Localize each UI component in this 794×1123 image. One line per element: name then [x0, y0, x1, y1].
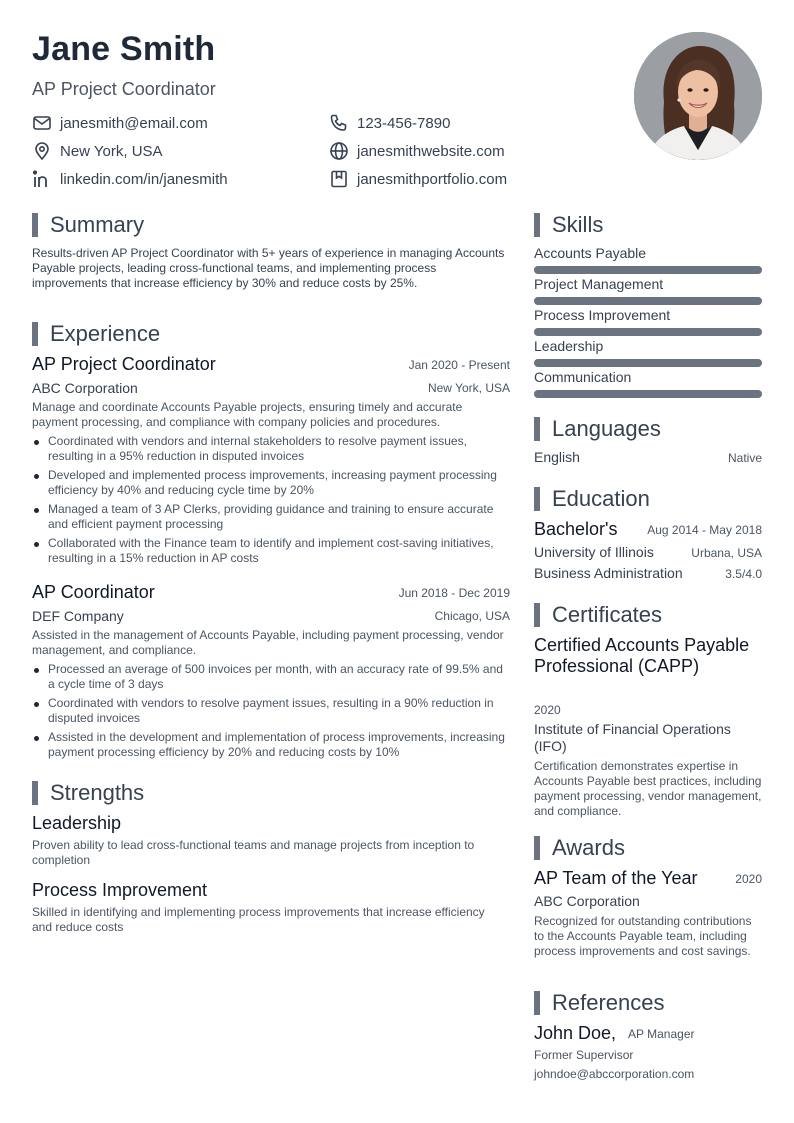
strength-description: Proven ability to lead cross-functional teams and manage projects from inception to completion: [32, 838, 475, 867]
achievement-item: Managed a team of 3 AP Clerks, providing guidance and training to ensure accurate and efficient payment processing: [32, 502, 510, 532]
contact-phone[interactable]: [329, 112, 450, 134]
skill-label: Leadership: [534, 338, 604, 354]
certificates-heading: [534, 602, 662, 628]
job-location: Chicago, USA: [434, 609, 510, 623]
reference-role: AP Manager: [628, 1027, 695, 1041]
job-title: AP Coordinator: [32, 582, 155, 602]
job-company: ABC Corporation: [32, 380, 138, 396]
summary-text: Results-driven AP Project Coordinator with 5+ years of experience in managing Accounts Payable projects, leading cross-functional teams, and implementing process improvements that increase efficiency by 30% and reduce costs by 25%.: [32, 246, 505, 290]
heading-accent-bar: [32, 781, 38, 805]
job-achievements: [32, 434, 510, 570]
contact-linkedin[interactable]: [32, 168, 228, 190]
award-description: Recognized for outstanding contributions to the Accounts Payable team, including process improvements and cost savings.: [534, 914, 752, 958]
certificate-year: 2020: [534, 703, 561, 717]
certificate-description: Certification demonstrates expertise in Accounts Payable best practices, including payment processing, vendor management, and compliance.: [534, 759, 762, 818]
linkedin-icon: [32, 169, 52, 189]
profile-photo: [634, 32, 762, 160]
education-field: Business Administration: [534, 565, 683, 581]
contact-email[interactable]: [32, 112, 208, 134]
references-heading-text: References: [552, 990, 665, 1015]
job-dates: Jan 2020 - Present: [408, 358, 510, 372]
experience-heading-text: Experience: [50, 321, 161, 346]
contact-phone-text: 123-456-7890: [357, 114, 451, 132]
strength-description: Skilled in identifying and implementing process improvements that increase efficiency and reduce costs: [32, 905, 485, 934]
language-level: Native: [727, 451, 762, 465]
certificate-issuer: Institute of Financial Operations (IFO): [534, 721, 731, 754]
job-description: Manage and coordinate Accounts Payable projects, ensuring timely and accurate payment processing, and compliance with company policies and procedures.: [32, 400, 463, 429]
award-title: AP Team of the Year: [534, 868, 698, 888]
mail-icon: [32, 113, 52, 133]
heading-accent-bar: [534, 213, 540, 237]
contact-location: [32, 140, 163, 162]
reference-email[interactable]: johndoe@abccorporation.com: [534, 1067, 695, 1081]
heading-accent-bar: [534, 836, 540, 860]
summary-heading-text: Summary: [50, 212, 145, 237]
skills-heading: [534, 212, 603, 238]
education-gpa: 3.5/4.0: [725, 567, 762, 581]
heading-accent-bar: [534, 603, 540, 627]
achievement-item: Collaborated with the Finance team to identify and implement cost-saving initiatives, resulting in a 15% reduction in AP costs: [32, 536, 510, 566]
education-dates: Aug 2014 - May 2018: [647, 523, 762, 537]
strengths-heading: [32, 780, 144, 806]
achievement-item: Processed an average of 500 invoices per month, with an accuracy rate of 99.5% and a cycle time of 3 days: [32, 662, 510, 692]
job-dates: Jun 2018 - Dec 2019: [398, 586, 510, 600]
skill-level-fill: [534, 297, 762, 305]
job-description: Assisted in the management of Accounts Payable, including payment processing, vendor management, and compliance.: [32, 628, 504, 657]
certificate-title: Certified Accounts Payable Professional (CAPP): [534, 635, 750, 676]
awards-heading-text: Awards: [552, 835, 625, 860]
certificates-heading-text: Certificates: [552, 602, 663, 627]
contact-email-text: janesmith@email.com: [60, 114, 208, 132]
skill-level-bar: [534, 390, 762, 398]
reference-relation: Former Supervisor: [534, 1048, 634, 1062]
job-title: AP Project Coordinator: [32, 354, 216, 374]
achievement-item: Developed and implemented process improvements, increasing payment processing efficiency by 40% and reducing cycle time by 20%: [32, 468, 510, 498]
skill-level-fill: [534, 359, 762, 367]
location-pin-icon: [32, 141, 52, 161]
job-location: New York, USA: [427, 381, 510, 395]
heading-accent-bar: [534, 487, 540, 511]
awards-heading: [534, 835, 625, 861]
language-name: English: [534, 449, 580, 465]
skills-heading-text: Skills: [552, 212, 604, 237]
heading-accent-bar: [32, 213, 38, 237]
experience-heading: [32, 321, 160, 347]
skill-label: Process Improvement: [534, 307, 671, 323]
phone-icon: [329, 113, 349, 133]
contact-website-text: janesmithwebsite.com: [357, 142, 505, 160]
education-location: Urbana, USA: [691, 546, 762, 560]
contact-location-text: New York, USA: [60, 142, 163, 160]
achievement-item: Coordinated with vendors and internal stakeholders to resolve payment issues, resulting in a 95% reduction in disputed invoices: [32, 434, 510, 464]
education-degree: Bachelor's: [534, 519, 618, 539]
achievement-item: Assisted in the development and implementation of process improvements, increasing payment processing efficiency by 20% and reducing costs by 10%: [32, 730, 510, 760]
references-heading: [534, 990, 665, 1016]
award-year: 2020: [735, 872, 762, 886]
job-achievements: [32, 662, 510, 764]
strength-name: Process Improvement: [32, 880, 208, 900]
heading-accent-bar: [32, 322, 38, 346]
languages-heading-text: Languages: [552, 416, 661, 441]
award-organization: ABC Corporation: [534, 893, 640, 909]
skill-label: Accounts Payable: [534, 245, 647, 261]
education-heading: [534, 486, 650, 512]
reference-name: John Doe,: [534, 1023, 617, 1043]
heading-accent-bar: [534, 991, 540, 1015]
skill-level-bar: [534, 297, 762, 305]
skill-label: Communication: [534, 369, 632, 385]
job-company: DEF Company: [32, 608, 124, 624]
education-school: University of Illinois: [534, 544, 654, 560]
skill-level-bar: [534, 359, 762, 367]
strengths-heading-text: Strengths: [50, 780, 145, 805]
skill-level-fill: [534, 328, 762, 336]
heading-accent-bar: [534, 417, 540, 441]
contact-linkedin-text: linkedin.com/in/janesmith: [60, 170, 228, 188]
contact-portfolio[interactable]: [329, 168, 507, 190]
contact-portfolio-text: janesmithportfolio.com: [357, 170, 508, 188]
globe-icon: [329, 141, 349, 161]
portfolio-icon: [329, 169, 349, 189]
summary-heading: [32, 212, 144, 238]
skill-label: Project Management: [534, 276, 664, 292]
skill-level-bar: [534, 266, 762, 274]
languages-heading: [534, 416, 661, 442]
candidate-name: Jane Smith: [32, 30, 216, 68]
candidate-title: AP Project Coordinator: [32, 79, 216, 99]
achievement-item: Coordinated with vendors to resolve payment issues, resulting in a 90% reduction in disputed invoices: [32, 696, 510, 726]
skill-level-fill: [534, 266, 762, 274]
skill-level-bar: [534, 328, 762, 336]
education-heading-text: Education: [552, 486, 650, 511]
strength-name: Leadership: [32, 813, 122, 833]
skill-level-fill: [534, 390, 762, 398]
contact-website[interactable]: [329, 140, 505, 162]
